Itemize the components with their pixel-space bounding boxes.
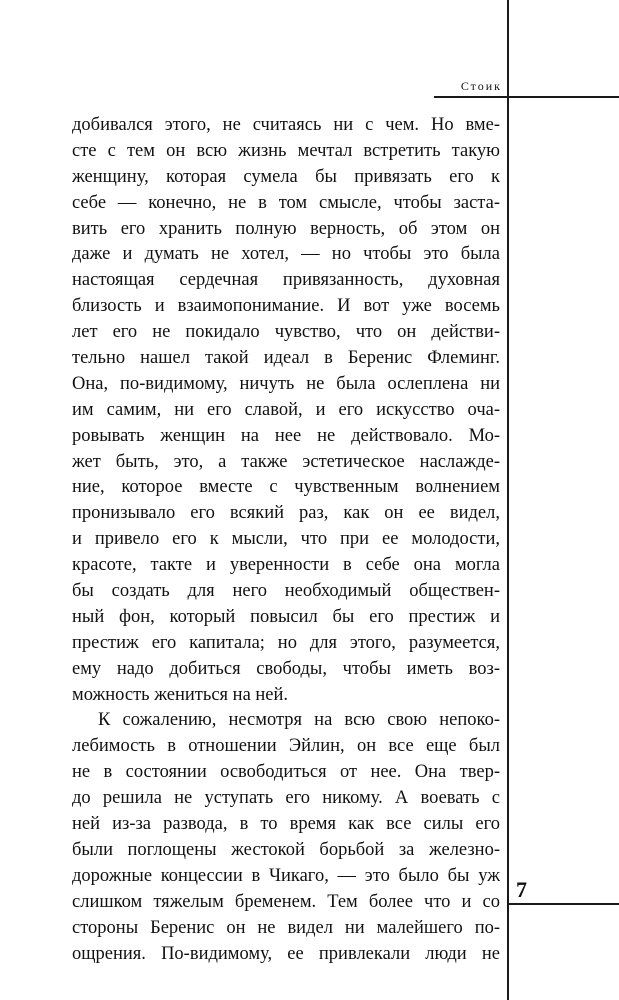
text-line: престиж его капитала; но для этого, разумеется, — [72, 632, 500, 653]
header-rule — [434, 96, 619, 98]
text-line: ней из-за развода, в то время как все силы его — [72, 814, 500, 835]
text-line: до решила не уступать его никому. А воевать с — [72, 788, 500, 809]
running-title: Стоик — [460, 79, 502, 93]
vertical-margin-rule — [507, 0, 509, 1000]
text-line: женщину, которая сумела бы привязать его к — [72, 166, 500, 187]
text-line: были поглощены жестокой борьбой за железно- — [72, 839, 500, 860]
text-line: не в состоянии освободиться от нее. Она твер- — [72, 762, 500, 783]
text-line: К сожалению, несмотря на всю свою непоко- — [98, 710, 500, 731]
text-line: лет его не покидало чувство, что он действи- — [72, 322, 500, 343]
body-text — [72, 113, 500, 967]
page-number: 7 — [516, 877, 527, 902]
text-line: ние, которое вместе с чувственным волнением — [72, 477, 500, 498]
text-line: стороны Беренис он не видел ни малейшего по- — [72, 917, 500, 938]
text-line: бы создать для него необходимый обществен- — [72, 581, 500, 602]
text-line: лебимость в отношении Эйлин, он все еще был — [72, 736, 500, 757]
text-line: тельно нашел такой идеал в Беренис Флеминг. — [72, 348, 500, 369]
text-line: дорожные концессии в Чикаго, — это было бы уж — [72, 865, 500, 886]
text-line: ощрения. По-видимому, ее привлекали люди не — [72, 943, 500, 964]
text-line: ровывать женщин на нее не действовало. Мо- — [72, 425, 500, 446]
text-line: даже и думать не хотел, — но чтобы это была — [72, 244, 500, 265]
text-line: ему надо добиться свободы, чтобы иметь воз- — [72, 658, 500, 679]
text-line: жет быть, это, а также эстетическое наслажде- — [72, 451, 500, 472]
text-line: можность жениться на ней. — [72, 684, 289, 705]
text-line: себе — конечно, не в том смысле, чтобы заста- — [72, 192, 500, 213]
text-line: сте с тем он всю жизнь мечтал встретить такую — [72, 140, 500, 161]
text-line: и привело его к мысли, что при ее молодости, — [72, 529, 500, 550]
text-line: слишком тяжелым бременем. Тем более что и со — [72, 891, 500, 912]
text-line: близость и взаимопонимание. И вот уже восемь — [72, 296, 500, 317]
text-line: им самим, ни его славой, и его искусство оча- — [72, 399, 500, 420]
text-line: ный фон, который повысил бы его престиж и — [72, 606, 500, 627]
text-line: добивался этого, не считаясь ни с чем. Но вме- — [72, 115, 500, 135]
text-line: красоте, такте и уверенности в себе она могла — [72, 555, 500, 576]
text-line: настоящая сердечная привязанность, духовная — [72, 270, 500, 291]
text-line: вить его хранить полную верность, об этом он — [72, 218, 500, 239]
text-line: Она, по-видимому, ничуть не была ослеплена ни — [72, 373, 500, 394]
folio-rule — [509, 903, 619, 905]
text-line: пронизывало его всякий раз, как он ее видел, — [72, 503, 500, 524]
